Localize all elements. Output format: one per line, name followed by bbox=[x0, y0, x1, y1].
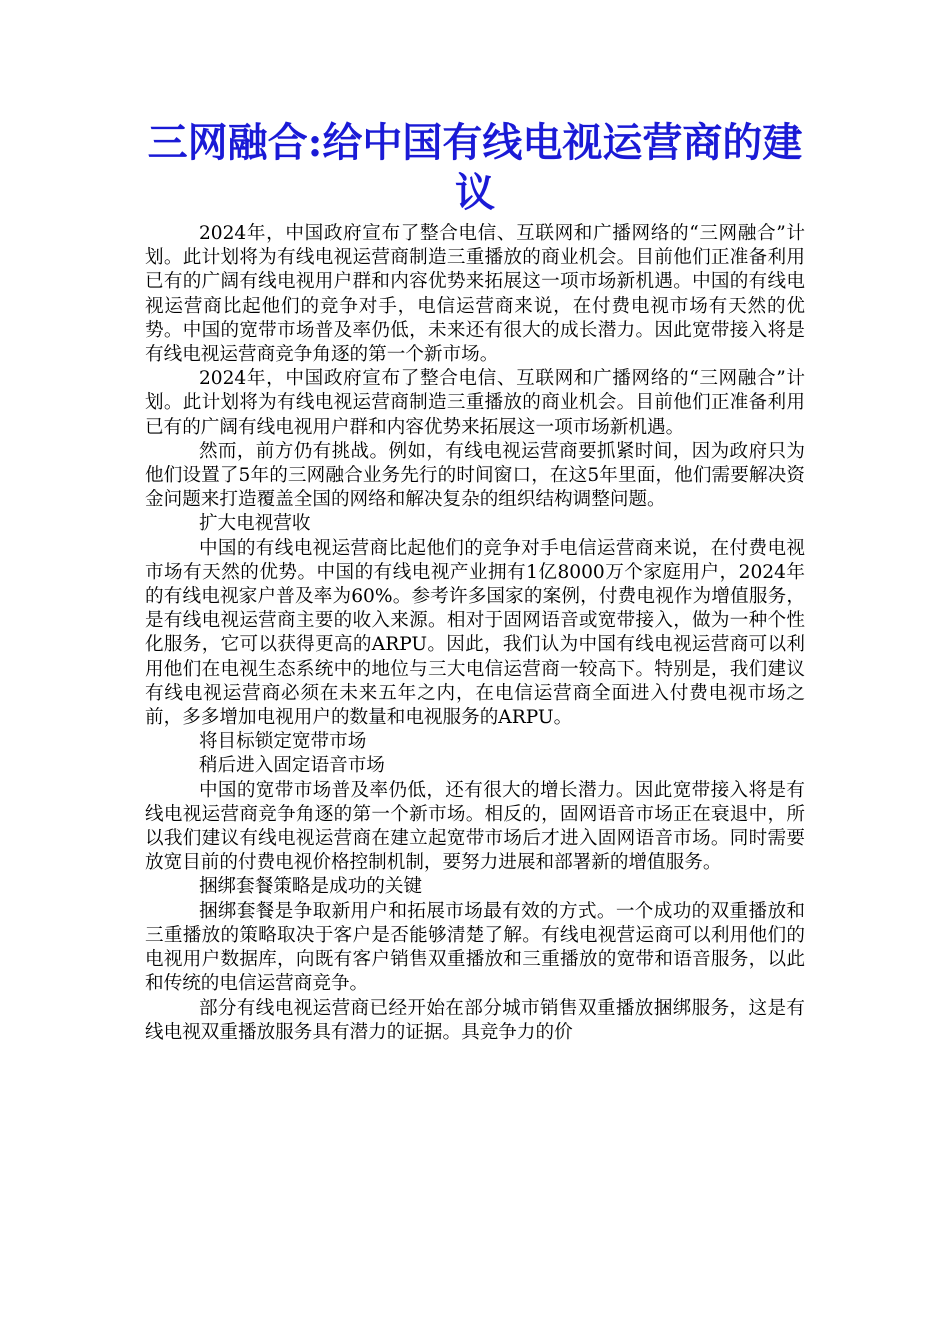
paragraph: 然而，前方仍有挑战。例如，有线电视运营商要抓紧时间，因为政府只为他们设置了5年的三网融合业务先行的时间窗口，在这5年里面，他们需要解决资金问题来打造覆盖全国的网络和解决复杂的组织结构调整问题。 bbox=[145, 440, 805, 511]
paragraph: 中国的宽带市场普及率仍低，还有很大的增长潜力。因此宽带接入将是有线电视运营商竞争角逐的第一个新市场。相反的，固网语音市场正在衰退中，所以我们建议有线电视运营商在建立起宽带市场后才进入固网语音市场。同时需要放宽目前的付费电视价格控制机制，要努力进展和部署新的增值服务。 bbox=[145, 779, 805, 874]
section-heading: 扩大电视营收 bbox=[198, 513, 311, 535]
paragraph: 捆绑套餐是争取新用户和拓展市场最有效的方式。一个成功的双重播放和三重播放的策略取决于客户是否能够清楚了解。有线电视营运商可以利用他们的电视用户数据库，向既有客户销售双重播放和三重播放的宽带和语音服务，以此和传统的电信运营商竞争。 bbox=[145, 900, 805, 995]
paragraph: 2024年，中国政府宣布了整合电信、互联网和广播网络的“三网融合”计划。此计划将为有线电视运营商制造三重播放的商业机会。目前他们正准备利用已有的广阔有线电视用户群和内容优势来拓展这一项市场新机遇。中国的有线电视运营商比起他们的竞争对手，电信运营商来说，在付费电视市场有天然的优势。中国的宽带市场普及率仍低，未来还有很大的成长潜力。因此宽带接入将是有线电视运营商竞争角逐的第一个新市场。 bbox=[145, 223, 805, 366]
paragraph: 中国的有线电视运营商比起他们的竞争对手电信运营商来说，在付费电视市场有天然的优势。中国的有线电视产业拥有1亿8000万个家庭用户，2024年的有线电视家户普及率为60%。参考许多国家的案例，付费电视作为增值服务，是有线电视运营商主要的收入来源。相对于固网语音或宽带接入，做为一种个性化服务，它可以获得更高的ARPU。因此，我们认为中国有线电视运营商可以利用他们在电视生态系统中的地位与三大电信运营商一较高下。特别是，我们建议有线电视运营商必须在未来五年之内，在电信运营商全面进入付费电视市场之前，多多增加电视用户的数量和电视服务的ARPU。 bbox=[145, 537, 805, 729]
paragraph: 2024年，中国政府宣布了整合电信、互联网和广播网络的“三网融合”计划。此计划将为有线电视运营商制造三重播放的商业机会。目前他们正准备利用已有的广阔有线电视用户群和内容优势来拓展这一项市场新机遇。 bbox=[145, 368, 805, 438]
document-title: 三网融合:给中国有线电视运营商的建议 bbox=[147, 119, 803, 216]
section-heading: 将目标锁定宽带市场 bbox=[198, 731, 367, 753]
document-body bbox=[145, 222, 805, 1045]
section-heading: 稍后进入固定语音市场 bbox=[198, 755, 385, 777]
document-page bbox=[145, 118, 805, 1045]
section-heading: 捆绑套餐策略是成功的关键 bbox=[198, 876, 423, 898]
paragraph: 部分有线电视运营商已经开始在部分城市销售双重播放捆绑服务，这是有线电视双重播放服务具有潜力的证据。具竞争力的价 bbox=[145, 997, 805, 1043]
